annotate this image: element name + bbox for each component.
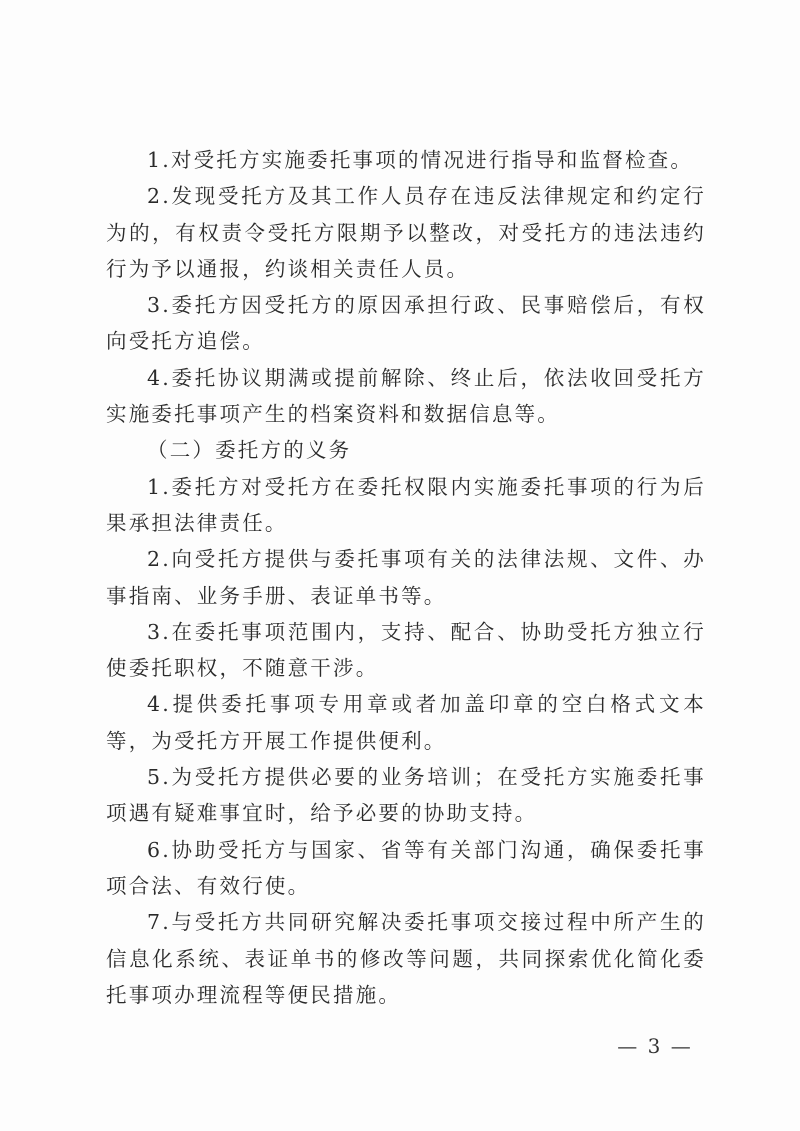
paragraph-obligation-5: 5.为受托方提供必要的业务培训；在受托方实施委托事项遇有疑难事宜时，给予必要的协助支持。 [106, 765, 706, 826]
paragraph-rights-2: 2.发现受托方及其工作人员存在违反法律规定和约定行为的，有权责令受托方限期予以整改，对受托方的违法违约行为予以通报，约谈相关责任人员。 [106, 184, 706, 281]
page-number: — 3 — [617, 1034, 693, 1058]
paragraph-rights-1: 1.对受托方实施委托事项的情况进行指导和监督检查。 [147, 148, 694, 172]
paragraph-obligation-4: 4.提供委托事项专用章或者加盖印章的空白格式文本等，为受托方开展工作提供便利。 [106, 692, 706, 753]
paragraph-obligation-2: 2.向受托方提供与委托事项有关的法律法规、文件、办事指南、业务手册、表证单书等。 [106, 547, 706, 608]
paragraph-rights-3: 3.委托方因受托方的原因承担行政、民事赔偿后，有权向受托方追偿。 [106, 293, 706, 354]
paragraph-obligation-3: 3.在委托事项范围内，支持、配合、协助受托方独立行使委托职权，不随意干涉。 [106, 619, 706, 681]
paragraph-rights-4: 4.委托协议期满或提前解除、终止后，依法收回受托方实施委托事项产生的档案资料和数据信息等。 [106, 365, 706, 427]
document-body [106, 142, 706, 1013]
paragraph-obligation-6: 6.协助受托方与国家、省等有关部门沟通，确保委托事项合法、有效行使。 [106, 837, 706, 898]
paragraph-obligation-1: 1.委托方对受托方在委托权限内实施委托事项的行为后果承担法律责任。 [106, 474, 706, 535]
paragraph-obligation-7: 7.与受托方共同研究解决委托事项交接过程中所产生的信息化系统、表证单书的修改等问题，共同探索优化简化委托事项办理流程等便民措施。 [106, 910, 706, 1007]
section-heading-obligations: （二）委托方的义务 [147, 438, 352, 463]
